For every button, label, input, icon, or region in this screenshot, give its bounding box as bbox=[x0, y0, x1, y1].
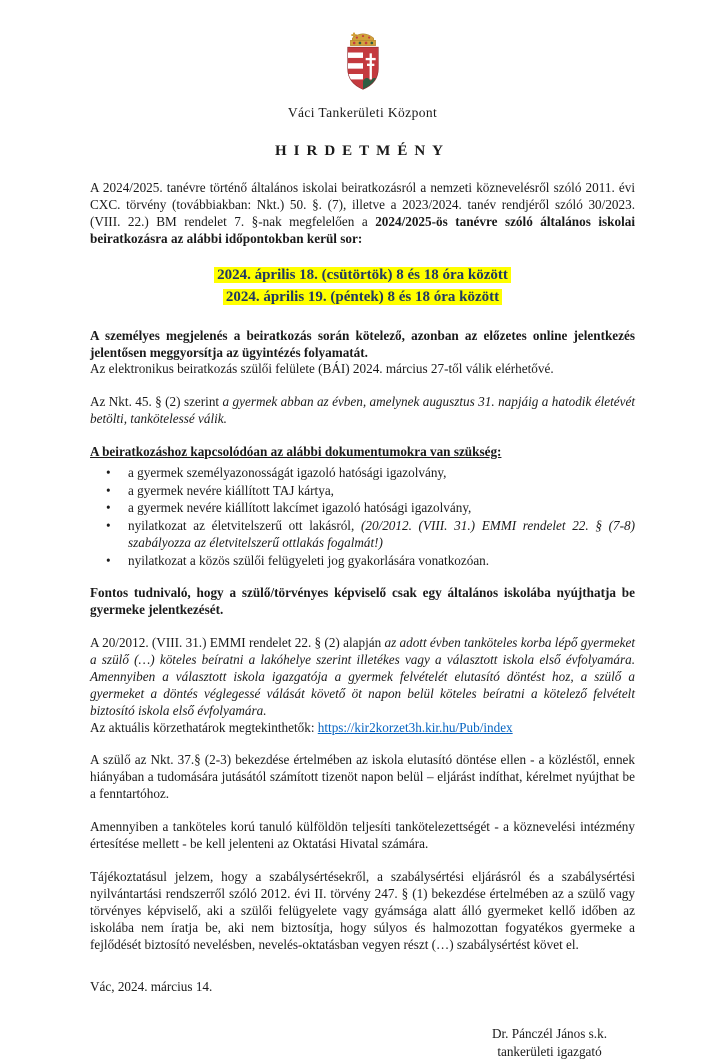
document-title: HIRDETMÉNY bbox=[274, 143, 450, 159]
highlighted-date-1: 2024. április 18. (csütörtök) 8 és 18 óra között bbox=[214, 267, 511, 283]
enrollment-date-line-2 bbox=[90, 286, 635, 308]
district-borders-label: Az aktuális körzethatárok megtekinthetők: bbox=[90, 719, 318, 735]
hungarian-coat-of-arms-icon bbox=[340, 30, 386, 92]
bullet-text: a gyermek személyazonosságát igazoló hatósági igazolvány, bbox=[128, 465, 447, 481]
bullet-italic-text: (20/2012. (VIII. 31.) EMMI rendelet 22. § (7-8) szabályozza az életvitelszerű ottlakás fogalmát!) bbox=[128, 517, 635, 551]
signer-name: Dr. Pánczél János s.k. bbox=[491, 1026, 607, 1042]
bullet-text: a gyermek nevére kiállított TAJ kártya, bbox=[128, 482, 334, 498]
list-item bbox=[90, 482, 635, 500]
emmi-italic-text: az adott évben tanköteles korba lépő gyermeket a szülő (…) köteles beíratni a lakóhelye szerint illetékes vagy a választott iskola első évfolyamára. Amennyiben a választott iskola igazgatója a gyermek felvételét elutasító döntést hoz, a szülő a gyermeket a döntés véglegessé válását követő öt napon belül köteles beíratni a kötelező felvételt biztosító iskola első évfolyamára. bbox=[90, 634, 635, 718]
document-header bbox=[90, 30, 635, 97]
nkt45-paragraph bbox=[90, 394, 635, 428]
intro-paragraph bbox=[90, 180, 635, 248]
bullet-text: a gyermek nevére kiállított lakcímet igazoló hatósági igazolvány, bbox=[128, 500, 472, 516]
place-and-date: Vác, 2024. március 14. bbox=[90, 979, 213, 995]
documents-heading: A beiratkozáshoz kapcsolódóan az alábbi dokumentumokra van szükség: bbox=[90, 444, 502, 460]
emmi-paragraph bbox=[90, 635, 635, 736]
shield-icon bbox=[347, 47, 378, 89]
bullet-text: nyilatkozat az életvitelszerű ott lakásról, bbox=[128, 517, 361, 533]
required-documents-list bbox=[90, 464, 635, 569]
highlighted-date-2: 2024. április 19. (péntek) 8 és 18 óra között bbox=[223, 289, 502, 305]
list-item bbox=[90, 464, 635, 482]
appeal-paragraph: A szülő az Nkt. 37.§ (2-3) bekezdése értelmében az iskola elutasító döntése ellen - a közléstől, ennek hiányában a tudomására jutásától számított tizenöt napon belül – eljárást indíthat, kérelmet nyújthat be a fenntartóhoz. bbox=[90, 752, 635, 802]
intro-bold-text: 2024/2025-ös tanévre szóló általános iskolai beiratkozásra az alábbi időpontokban kerül sor: bbox=[90, 213, 635, 246]
signature-block bbox=[492, 1025, 607, 1061]
nkt45-italic-text: a gyermek abban az évben, amelynek augusztus 31. napjáig a hatodik életévét betölti, tankötelessé válik. bbox=[90, 394, 635, 427]
electronic-enrollment-text: Az elektronikus beiratkozás szülői felülete (BÁI) 2024. március 27-től válik elérhetővé. bbox=[90, 361, 554, 377]
bullet-text: nyilatkozat a közös szülői felügyeleti jog gyakorlására vonatkozóan. bbox=[128, 552, 490, 568]
list-item bbox=[90, 517, 635, 552]
intro-text: A 2024/2025. tanévre történő általános iskolai beiratkozásról a nemzeti köznevelésről szóló 2011. évi CXC. törvény (továbbiakban: Nkt.) 50. §. (7), illetve a 2023/2024. tanév rendjéről szóló 30/2023. (VIII. 22.) BM rendelet 7. §-nak megfelelően a bbox=[90, 180, 635, 229]
penalty-paragraph: Tájékoztatásul jelzem, hogy a szabálysértésekről, a szabálysértési eljárásról és a szabálysértési nyilvántartási rendszerről szóló 2012. évi II. törvény 247. § (1) bekezdése értelmében az a szülő vagy törvényes képviselő, aki a szülői felügyelete vagy gyámsága alatt álló gyermeket kellő időben az iskolába nem íratja be, aki nem biztosítja, hogy súlyos és halmozottan fogyatékos gyermeke a fejlődését biztosító nevelésben, nevelés-oktatásban vegyen részt (…) szabálysértést követ el. bbox=[90, 868, 635, 952]
crown-icon bbox=[350, 33, 375, 46]
district-borders-link[interactable]: https://kir2korzet3h.kir.hu/Pub/index bbox=[317, 719, 513, 735]
signer-title: tankerületi igazgató bbox=[497, 1044, 602, 1060]
personal-appearance-paragraph bbox=[90, 328, 635, 379]
abroad-paragraph: Amennyiben a tanköteles korú tanuló külföldön teljesíti tankötelezettségét - a köznevelési intézmény értesítése mellett - be kell jelenteni az Oktatási Hivatal számára. bbox=[90, 819, 635, 852]
enrollment-date-line-1 bbox=[90, 264, 635, 286]
enrollment-dates bbox=[90, 264, 635, 308]
emmi-text: A 20/2012. (VIII. 31.) EMMI rendelet 22. § (2) alapján bbox=[90, 634, 385, 650]
personal-bold-text: A személyes megjelenés a beiratkozás során kötelező, azonban az előzetes online jelentkezés jelentősen meggyorsítja az ügyintézés folyamatát. bbox=[90, 327, 635, 360]
important-note-paragraph: Fontos tudnivaló, hogy a szülő/törvényes képviselő csak egy általános iskolába nyújthatja be gyermeke jelentkezését. bbox=[90, 585, 635, 618]
organization-name: Váci Tankerületi Központ bbox=[287, 105, 438, 120]
list-item bbox=[90, 499, 635, 517]
nkt45-text: Az Nkt. 45. § (2) szerint bbox=[90, 394, 223, 410]
list-item bbox=[90, 552, 635, 570]
